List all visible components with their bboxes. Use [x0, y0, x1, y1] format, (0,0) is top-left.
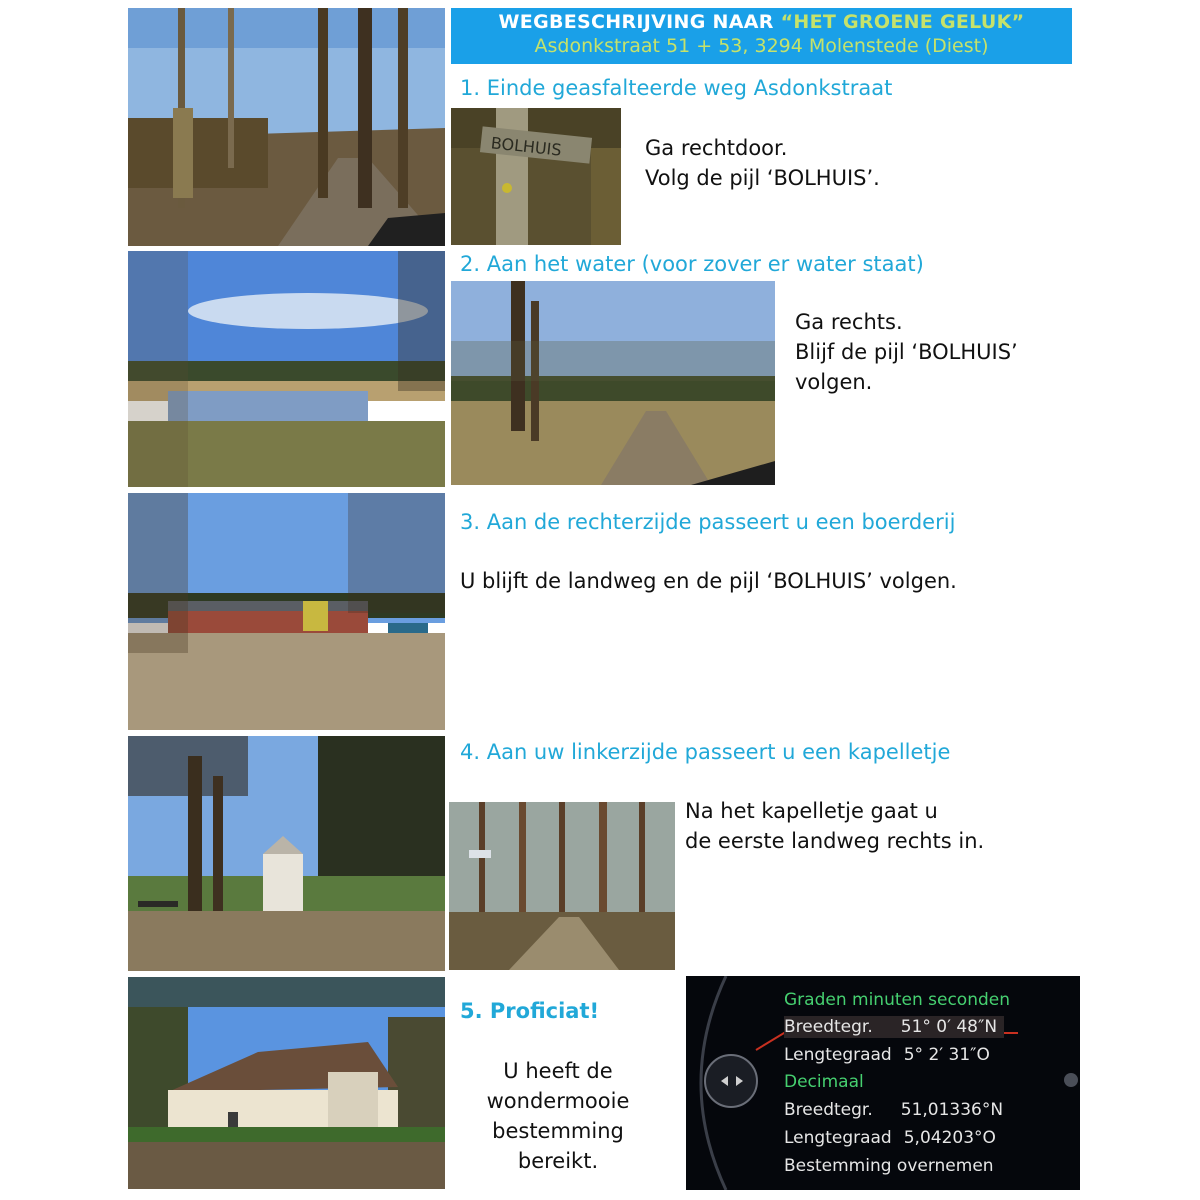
step-4-title: 4. Aan uw linkerzijde passeert u een kapelletje — [460, 740, 951, 764]
gps-lat-label: Breedtegr. — [784, 1017, 873, 1037]
gps-lat-dec-row — [784, 1100, 1003, 1120]
gps-lon-dec-value: 5,04203°O — [903, 1128, 996, 1148]
gps-lat-value: 51° 0′ 48″N — [900, 1017, 998, 1037]
gps-lat-row — [784, 1017, 997, 1037]
gps-lon-value: 5° 2′ 31″O — [903, 1045, 990, 1065]
water-road-photo — [451, 281, 775, 485]
step-3-instructions: U blijft de landweg en de pijl ‘BOLHUIS’ volgen. — [460, 569, 957, 593]
instruction-line: bestemming — [492, 1119, 624, 1143]
instruction-line: wondermooie — [486, 1089, 630, 1113]
pond-photo — [128, 251, 445, 487]
gps-lon-label: Lengtegraad — [784, 1045, 892, 1065]
step-3-title: 3. Aan de rechterzijde passeert u een boerderij — [460, 510, 956, 534]
instruction-line: U heeft de — [503, 1059, 613, 1083]
gps-lon-dec-row — [784, 1128, 996, 1148]
gps-decimal-label: Decimaal — [784, 1072, 864, 1092]
address: Asdonkstraat 51 + 53, 3294 Molenstede (Diest) — [534, 35, 989, 57]
gps-lon-row — [784, 1045, 990, 1065]
gps-lon-dec-label: Lengtegraad — [784, 1128, 892, 1148]
instruction-line: Volg de pijl ‘BOLHUIS’. — [645, 166, 880, 190]
step-5-title: 5. Proficiat! — [460, 999, 600, 1023]
gps-lat-dec-label: Breedtegr. — [784, 1100, 873, 1120]
instruction-line: Ga rechts. — [795, 310, 903, 334]
gps-action: Bestemming overnemen — [784, 1156, 994, 1176]
step-2-instructions — [795, 307, 1018, 397]
gps-screen-photo — [686, 976, 1080, 1190]
title-highlight: “HET GROENE GELUK” — [780, 11, 1025, 33]
instruction-line: Ga rechtdoor. — [645, 136, 788, 160]
instruction-line: bereikt. — [517, 1149, 599, 1173]
page-title: WEGBESCHRIJVING NAAR “HET GROENE GELUK” — [498, 11, 1025, 33]
header-banner — [451, 8, 1072, 64]
step-5-instructions — [478, 1056, 638, 1176]
instruction-line: Blijf de pijl ‘BOLHUIS’ — [795, 340, 1018, 364]
step-1-title: 1. Einde geasfalteerde weg Asdonkstraat — [460, 76, 893, 100]
pine-forest-photo — [449, 802, 675, 970]
gps-lat-dec-value: 51,01336°N — [900, 1100, 1004, 1120]
sign-text: BOLHUIS — [489, 133, 563, 160]
step-4-instructions — [685, 796, 984, 856]
instruction-line: Na het kapelletje gaat u — [685, 799, 938, 823]
forest-road-photo — [128, 8, 445, 246]
chapel-photo — [128, 736, 445, 971]
instruction-line: de eerste landweg rechts in. — [685, 829, 985, 853]
instruction-line: volgen. — [795, 370, 873, 394]
gps-header: Graden minuten seconden — [784, 990, 1011, 1010]
step-1-instructions — [645, 133, 880, 193]
farm-photo — [128, 493, 445, 730]
step-2-title: 2. Aan het water (voor zover er water staat) — [460, 252, 924, 276]
bolhuis-sign-photo — [451, 108, 621, 245]
destination-house-photo — [128, 977, 445, 1189]
